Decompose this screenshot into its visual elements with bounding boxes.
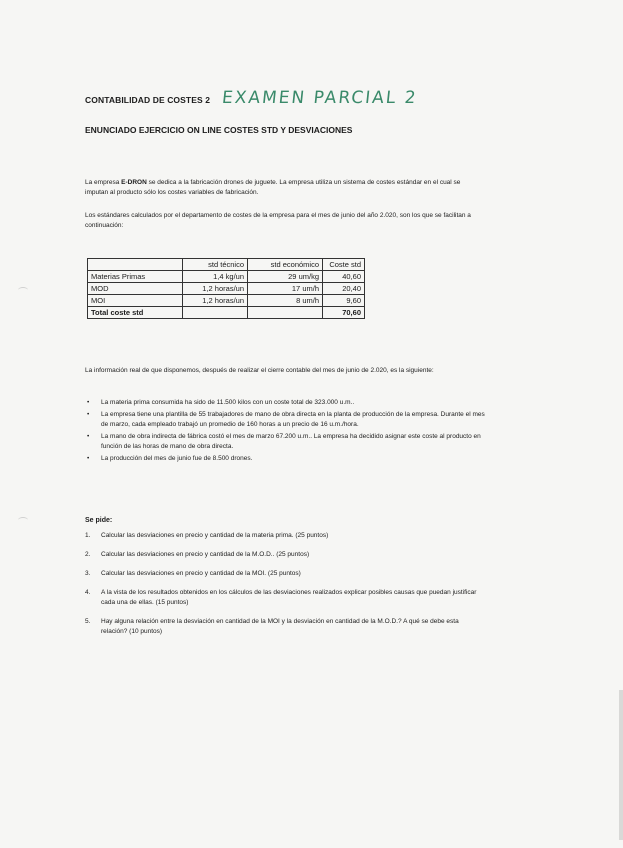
item-number: 5. bbox=[85, 618, 91, 625]
table-cell: MOD bbox=[88, 283, 183, 295]
punch-hole-mark bbox=[18, 287, 28, 293]
item-number: 4. bbox=[85, 589, 91, 596]
punch-hole-mark bbox=[18, 517, 28, 523]
item-number: 1. bbox=[85, 532, 91, 539]
page-edge-shadow bbox=[619, 690, 623, 840]
table-cell: 40,60 bbox=[323, 271, 365, 283]
table-header-cell: std técnico bbox=[183, 259, 248, 271]
bullet-icon: • bbox=[87, 433, 90, 440]
table-cell: Total coste std bbox=[88, 307, 183, 319]
handwritten-exam-note: EXAMEN PARCIAL 2 bbox=[220, 88, 419, 108]
list-item bbox=[85, 454, 485, 464]
list-item-text: A la vista de los resultados obtenidos en los cálculos de las desviaciones realizados explicar posibles causas que puedan justificar cada una de ellas. (15 puntos) bbox=[101, 589, 477, 606]
bullet-icon: • bbox=[87, 399, 90, 406]
table-cell: 70,60 bbox=[323, 307, 365, 319]
table-header-cell: Coste std bbox=[323, 259, 365, 271]
bullet-icon: • bbox=[87, 411, 90, 418]
real-info-list bbox=[85, 398, 485, 466]
real-info-intro: La información real de que disponemos, después de realizar el cierre contable del mes de junio de 2.020, es la siguiente: bbox=[85, 367, 434, 374]
company-name: E-DRON bbox=[121, 179, 147, 186]
intro-text-end: se dedica a la fabricación drones de juguete. La empresa utiliza un sistema de costes estándar en el cual se imputan al producto sólo los costes variables de fabricación. bbox=[85, 179, 461, 196]
list-item-text: Calcular las desviaciones en precio y cantidad de la MOI. (25 puntos) bbox=[101, 570, 301, 577]
standard-costs-table bbox=[87, 258, 365, 319]
table-cell bbox=[248, 307, 323, 319]
list-item-text: Hay alguna relación entre la desviación en cantidad de la MOI y la desviación en cantidad de la M.O.D.? A qué se debe esta relación? (10 puntos) bbox=[101, 618, 459, 635]
item-number: 2. bbox=[85, 551, 91, 558]
item-number: 3. bbox=[85, 570, 91, 577]
list-item-text: La empresa tiene una plantilla de 55 trabajadores de mano de obra directa en la planta de producción de la empresa. Durante el mes de marzo, cada empleado trabajó un promedio de 160 horas a un precio de 16 u.m./hora. bbox=[101, 411, 485, 428]
list-item bbox=[85, 410, 485, 430]
table-cell: MOI bbox=[88, 295, 183, 307]
title-row bbox=[85, 88, 418, 108]
table-row bbox=[88, 295, 365, 307]
table-cell: 8 um/h bbox=[248, 295, 323, 307]
table-cell: Materias Primas bbox=[88, 271, 183, 283]
list-item bbox=[85, 432, 485, 452]
list-item bbox=[85, 588, 485, 608]
table-cell: 9,60 bbox=[323, 295, 365, 307]
list-item bbox=[85, 398, 485, 408]
table-cell bbox=[183, 307, 248, 319]
table-cell: 1,2 horas/un bbox=[183, 295, 248, 307]
table-header-row bbox=[88, 259, 365, 271]
list-item bbox=[85, 531, 485, 541]
intro-paragraph-standards: Los estándares calculados por el departamento de costes de la empresa para el mes de junio del año 2.020, son los que se facilitan a continuación: bbox=[85, 212, 471, 229]
table-header-cell: std económico bbox=[248, 259, 323, 271]
intro-paragraph-company bbox=[85, 178, 485, 198]
intro-text-start: La empresa bbox=[85, 179, 122, 186]
list-item-text: Calcular las desviaciones en precio y cantidad de la M.O.D.. (25 puntos) bbox=[101, 551, 310, 558]
tasks-heading: Se pide: bbox=[85, 517, 113, 524]
list-item bbox=[85, 550, 485, 560]
table-header-cell bbox=[88, 259, 183, 271]
bullet-icon: • bbox=[87, 455, 90, 462]
list-item-text: La producción del mes de junio fue de 8.500 drones. bbox=[101, 455, 253, 462]
list-item bbox=[85, 617, 485, 637]
table-row bbox=[88, 271, 365, 283]
table-cell: 1,2 horas/un bbox=[183, 283, 248, 295]
table-cell: 1,4 kg/un bbox=[183, 271, 248, 283]
table-total-row bbox=[88, 307, 365, 319]
tasks-list bbox=[85, 531, 485, 646]
table-row bbox=[88, 283, 365, 295]
list-item-text: Calcular las desviaciones en precio y cantidad de la materia prima. (25 puntos) bbox=[101, 532, 329, 539]
list-item-text: La mano de obra indirecta de fábrica costó el mes de marzo 67.200 u.m.. La empresa ha decidido asignar este coste al producto en función de las horas de mano de obra directa. bbox=[101, 433, 481, 450]
table-cell: 29 um/kg bbox=[248, 271, 323, 283]
exercise-subtitle: ENUNCIADO EJERCICIO ON LINE COSTES STD Y DESVIACIONES bbox=[85, 125, 353, 135]
table-cell: 20,40 bbox=[323, 283, 365, 295]
table-cell: 17 um/h bbox=[248, 283, 323, 295]
list-item-text: La materia prima consumida ha sido de 11.500 kilos con un coste total de 323.000 u.m.. bbox=[101, 399, 355, 406]
page-title: CONTABILIDAD DE COSTES 2 bbox=[85, 95, 211, 105]
list-item bbox=[85, 569, 485, 579]
